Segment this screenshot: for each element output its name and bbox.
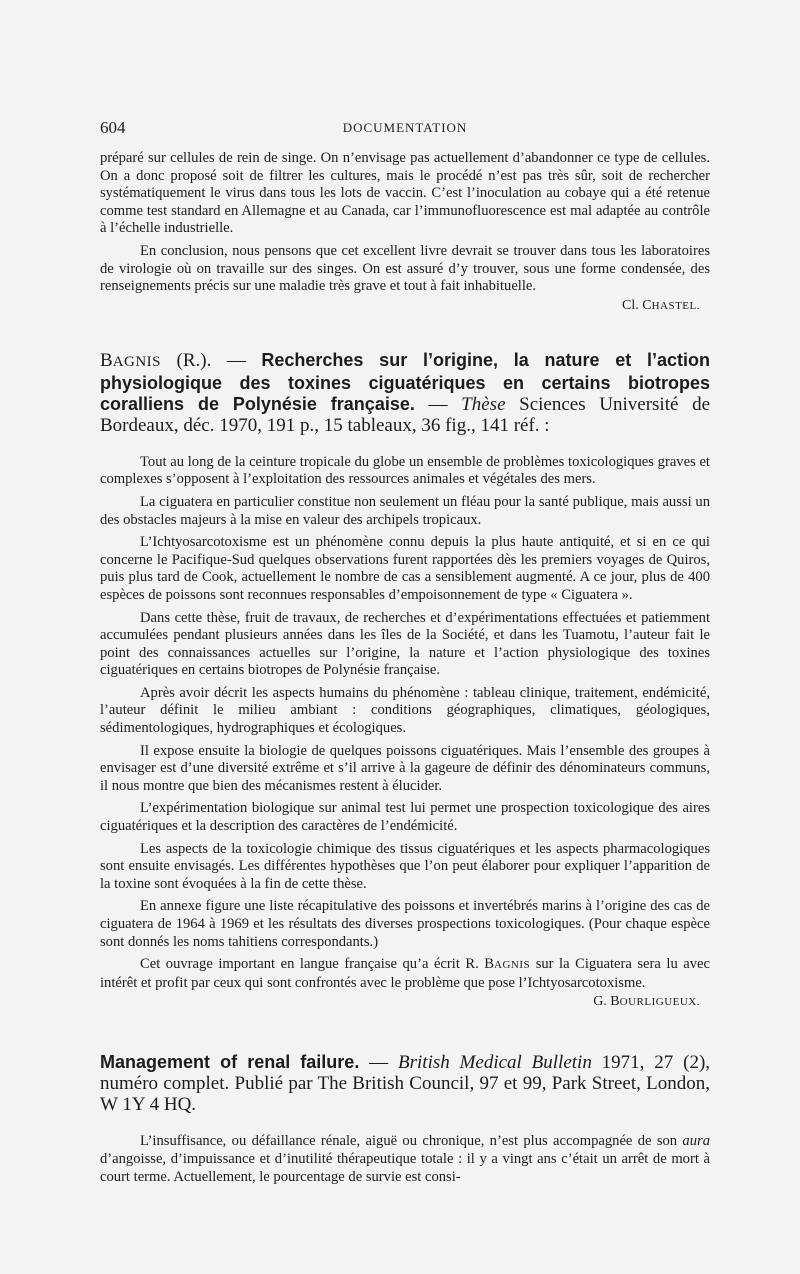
review3-title: Management of renal failure. [100,1052,360,1073]
review1-signature: Cl. CHASTEL. [622,297,700,313]
review3-heading: Management of renal failure. — British Medical Bulletin 1971, 27 (2), numéro complet. Publié par The British Council, 97 et 99, Park Street, London, W 1Y 4 HQ. [100,1052,711,1116]
review2-signature: G. BOURLIGUEUX. [593,994,700,1010]
review2-paragraph-9: En annexe figure une liste récapitulative des poissons et invertébrés marins à l’origine des cas de ciguatera de 1964 à 1969 et les résultats des diverses prospections toxicologiques. (Pour chaque espèce sont donnés les noms tahitiens correspondants.) [100,898,710,950]
review2-paragraph-4: Dans cette thèse, fruit de travaux, de recherches et d’expérimentations effectuées et patiemment accumulées pendant plusieurs années dans les îles de la Société, et dans les Tuamotu, l’auteur fait le point des connaissances actuelles sur l’origine, la nature et l’action physiologique des toxines ciguatériques en certains biotropes de Polynésie française. [100,609,710,679]
review2-paragraph-2: La ciguatera en particulier constitue non seulement un fléau pour la santé publique, mais aussi un des obstacles majeurs à la mise en valeur des archipels tropicaux. [100,493,710,528]
review2-paragraph-7: L’expérimentation biologique sur animal test lui permet une prospection toxicologique des aires ciguatériques et la description des caractères de l’endémicité. [100,800,710,835]
review2-paragraph-1: Tout au long de la ceinture tropicale du globe un ensemble de problèmes toxicologiques graves et complexes s’opposent à l’exploitation des ressources animales et végétales des mers. [100,453,710,488]
review2-paragraph-3: L’Ichtyosarcotoxisme est un phénomène connu depuis la plus haute antiquité, et si en ce qui concerne le Pacifique-Sud quelques observations furent rapportées dès les premiers voyages de Quiros, puis plus tard de Cook, actuellement le nombre de cas a sensiblement augmenté. A ce jour, plus de 400 espèces de poissons sont reconnues responsables d’empoisonnement de type « Ciguatera ». [100,534,710,603]
review2-title: Recherches sur l’origine, la nature et l’action physiologique des toxines ciguatériques en certains biotropes coralliens de Polynésie française. [100,349,711,414]
review2-paragraph-8: Les aspects de la toxicologie chimique des tissus ciguatériques et les aspects pharmacologiques sont ensuite envisagés. Les différentes hypothèses que l’on peut élaborer pour expliquer l’apparition de la toxine sont évoquées à la fin de cette thèse. [100,840,710,892]
review2-paragraph-6: Il expose ensuite la biologie de quelques poissons ciguatériques. Mais l’ensemble des groupes à envisager est d’une diversité extrême et s’il arrive à la gageure de définir des dénominateurs communs, il nous montre que bien des mécanismes restent à élucider. [100,742,710,794]
review1-paragraph-1: préparé sur cellules de rein de singe. On n’envisage pas actuellement d’abandonner ce type de cellules. On a donc proposé soit de filtrer les cultures, mais le procédé n’est pas très sûr, soit de rechercher systématiquement le virus dans tous les lots de vaccin. C’est l’inoculation au cobaye qui a été retenue comme test standard en Allemagne et au Canada, car l’immunofluorescence est mal adaptée au contrôle à l’échelle industrielle. [100,150,710,237]
page-header [100,118,710,138]
running-title: DOCUMENTATION [342,120,468,135]
review3-paragraph-1: L’insuffisance, ou défaillance rénale, aiguë ou chronique, n’est plus accompagnée de son aura d’angoisse, d’impuissance et d’inutilité thérapeutique totale : il y a vingt ans c’était un arrêt de mort à court terme. Actuellement, le pourcentage de survie est consi- [100,1133,710,1185]
review-renal-failure [100,1052,710,1186]
review1-paragraph-2: En conclusion, nous pensons que cet excellent livre devrait se trouver dans tous les laboratoires de virologie où on travaille sur des singes. On est assuré d’y trouver, sous une forme condensée, des renseignements précis sur une maladie très grave et tout à fait inhabituelle. [100,242,710,295]
review2-paragraph-5: Après avoir décrit les aspects humains du phénomène : tableau clinique, traitement, endémicité, l’auteur définit le milieu ambiant : conditions géographiques, climatiques, géologiques, sédimentologiques, hydrographiques et écologiques. [100,684,710,737]
review2-paragraph-10: Cet ouvrage important en langue française qu’a écrit R. BAGNIS sur la Ciguatera sera lu avec intérêt et profit par ceux qui sont confrontés avec le problème que pose l’Ichtyosarcotoxisme. [100,956,710,991]
review-viral-vaccine-continuation [100,150,710,314]
page-content [100,150,710,1186]
review2-heading: BAGNIS (R.). — Recherches sur l’origine, la nature et l’action physiologique des toxines ciguatériques en certains biotropes coralliens de Polynésie française. — Thèse Sciences Université de Bordeaux, déc. 1970, 191 p., 15 tableaux, 36 fig., 141 réf. : [100,349,711,436]
page-number: 604 [100,118,126,137]
review-ciguatera-thesis [100,350,710,1011]
